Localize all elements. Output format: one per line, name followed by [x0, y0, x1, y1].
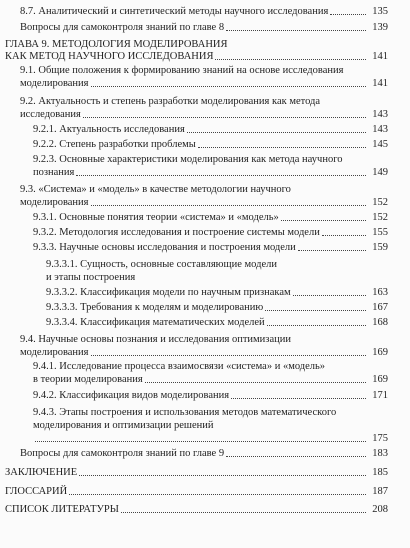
dot-leader: [298, 250, 366, 251]
toc-line: [5, 466, 388, 479]
toc-line: [20, 21, 388, 34]
toc-entry-title: ГЛОССАРИЙ: [5, 486, 68, 497]
toc-line: [33, 389, 388, 402]
toc-entry-title: 8.7. Аналитический и синтетический методы научного исследования: [20, 6, 329, 17]
toc-page-number: 141: [372, 51, 388, 62]
toc-page-number: 167: [372, 302, 388, 313]
dot-leader: [91, 355, 366, 356]
toc-line: [33, 226, 388, 239]
chapter-title-line1: ГЛАВА 9. МЕТОДОЛОГИЯ МОДЕЛИРОВАНИЯ: [5, 39, 228, 50]
dot-leader: [69, 494, 366, 495]
toc-page-number: 159: [372, 242, 388, 253]
dot-leader: [215, 59, 366, 60]
toc-entry-title-cont: и этапы построения: [46, 272, 136, 283]
toc-page-number: 143: [372, 109, 388, 120]
dot-leader: [226, 30, 366, 31]
toc-page-number: 208: [372, 504, 388, 515]
dot-leader: [121, 512, 366, 513]
toc-line: [20, 196, 388, 209]
toc-entry-title-cont: в теории моделирования: [33, 374, 143, 385]
toc-line: [5, 485, 388, 498]
dot-leader: [281, 220, 366, 221]
dot-leader: [76, 175, 366, 176]
toc-line: [20, 5, 388, 18]
toc-line: [5, 50, 388, 63]
toc-line: [20, 77, 388, 90]
toc-page-number: 171: [372, 390, 388, 401]
toc-entry-title: 9.3.3. Научные основы исследования и построения модели: [33, 242, 296, 253]
dot-leader: [330, 14, 366, 15]
toc-entry-title: 9.4.3. Этапы построения и использования методов математического: [33, 407, 337, 418]
dot-leader: [267, 325, 366, 326]
toc-entry-title-cont: моделирования: [20, 347, 89, 358]
toc-page-number: 169: [372, 374, 388, 385]
toc-entry-title: 9.3. «Система» и «модель» в качестве методологии научного: [20, 184, 291, 195]
toc-line: [33, 211, 388, 224]
toc-entry-title: 9.4. Научные основы познания и исследования оптимизации: [20, 334, 291, 345]
toc-page-number: 135: [372, 6, 388, 17]
toc-entry-title: 9.3.3.4. Классификация математических моделей: [46, 317, 265, 328]
toc-line: [20, 108, 388, 121]
toc-page-number: 145: [372, 139, 388, 150]
toc-page-number: 183: [372, 448, 388, 459]
toc-page-number: 185: [372, 467, 388, 478]
toc-entry-title: 9.4.1. Исследование процесса взаимосвязи «система» и «модель»: [33, 361, 326, 372]
toc-page-number: 163: [372, 287, 388, 298]
toc-line: [33, 123, 388, 136]
dot-leader: [322, 235, 366, 236]
toc-entry-title: 9.3.2. Методология исследования и построение системы модели: [33, 227, 320, 238]
toc-line: [33, 373, 388, 386]
toc-line: [20, 447, 388, 460]
toc-line: [33, 432, 388, 445]
toc-line: [33, 138, 388, 151]
toc-line: [33, 241, 388, 254]
toc-entry-title-cont: познания: [33, 167, 75, 178]
dot-leader: [91, 86, 366, 87]
toc-page-number: 139: [372, 22, 388, 33]
toc-entry-title: ЗАКЛЮЧЕНИЕ: [5, 467, 78, 478]
toc-line: [46, 286, 388, 299]
toc-entry-title: 9.2.2. Степень разработки проблемы: [33, 139, 196, 150]
toc-page-number: 175: [372, 433, 388, 444]
toc-entry-title: 9.4.2. Классификация видов моделирования: [33, 390, 230, 401]
toc-entry-title: 9.3.1. Основные понятия теории «система» и «модель»: [33, 212, 279, 223]
dot-leader: [198, 147, 366, 148]
toc-entry-title: Вопросы для самоконтроля знаний по главе 8: [20, 22, 225, 33]
dot-leader: [35, 441, 366, 442]
toc-entry-title-cont: моделирования: [20, 197, 89, 208]
chapter-title-line2: КАК МЕТОД НАУЧНОГО ИССЛЕДОВАНИЯ: [5, 51, 214, 62]
dot-leader: [231, 398, 366, 399]
toc-page-number: 168: [372, 317, 388, 328]
dot-leader: [265, 310, 366, 311]
toc-entry-title: 9.2. Актуальность и степень разработки моделирования как метода: [20, 96, 321, 107]
toc-line: [5, 503, 388, 516]
toc-entry-title: Вопросы для самоконтроля знаний по главе 9: [20, 448, 225, 459]
toc-entry-title: 9.2.3. Основные характеристики моделирования как метода научного: [33, 154, 343, 165]
toc-entry-title: 9.3.3.2. Классификация модели по научным признакам: [46, 287, 291, 298]
toc-page-number: 143: [372, 124, 388, 135]
dot-leader: [226, 456, 366, 457]
toc-page-number: 187: [372, 486, 388, 497]
toc-line: [46, 316, 388, 329]
toc-entry-title-cont: исследования: [20, 109, 81, 120]
dot-leader: [79, 475, 366, 476]
dot-leader: [293, 295, 366, 296]
toc-entry-title: 9.1. Общие положения к формированию знаний на основе исследования: [20, 65, 344, 76]
toc-entry-title: 9.3.3.1. Сущность, основные составляющие модели: [46, 259, 277, 270]
toc-page-number: 149: [372, 167, 388, 178]
toc-entry-title-cont: моделирования: [20, 78, 89, 89]
dot-leader: [145, 382, 366, 383]
dot-leader: [187, 132, 366, 133]
toc-line: [20, 346, 388, 359]
toc-line: [46, 301, 388, 314]
toc-page-number: 155: [372, 227, 388, 238]
toc-page-number: 152: [372, 197, 388, 208]
dot-leader: [83, 117, 366, 118]
toc-line: [33, 166, 388, 179]
toc-page-number: 152: [372, 212, 388, 223]
toc-entry-title: 9.2.1. Актуальность исследования: [33, 124, 185, 135]
dot-leader: [91, 205, 366, 206]
toc-entry-title: СПИСОК ЛИТЕРАТУРЫ: [5, 504, 119, 515]
toc-page-number: 169: [372, 347, 388, 358]
toc-page-number: 141: [372, 78, 388, 89]
toc-entry-title: 9.3.3.3. Требования к моделям и моделированию: [46, 302, 264, 313]
toc-entry-title-cont: моделирования и оптимизации решений: [33, 420, 214, 431]
